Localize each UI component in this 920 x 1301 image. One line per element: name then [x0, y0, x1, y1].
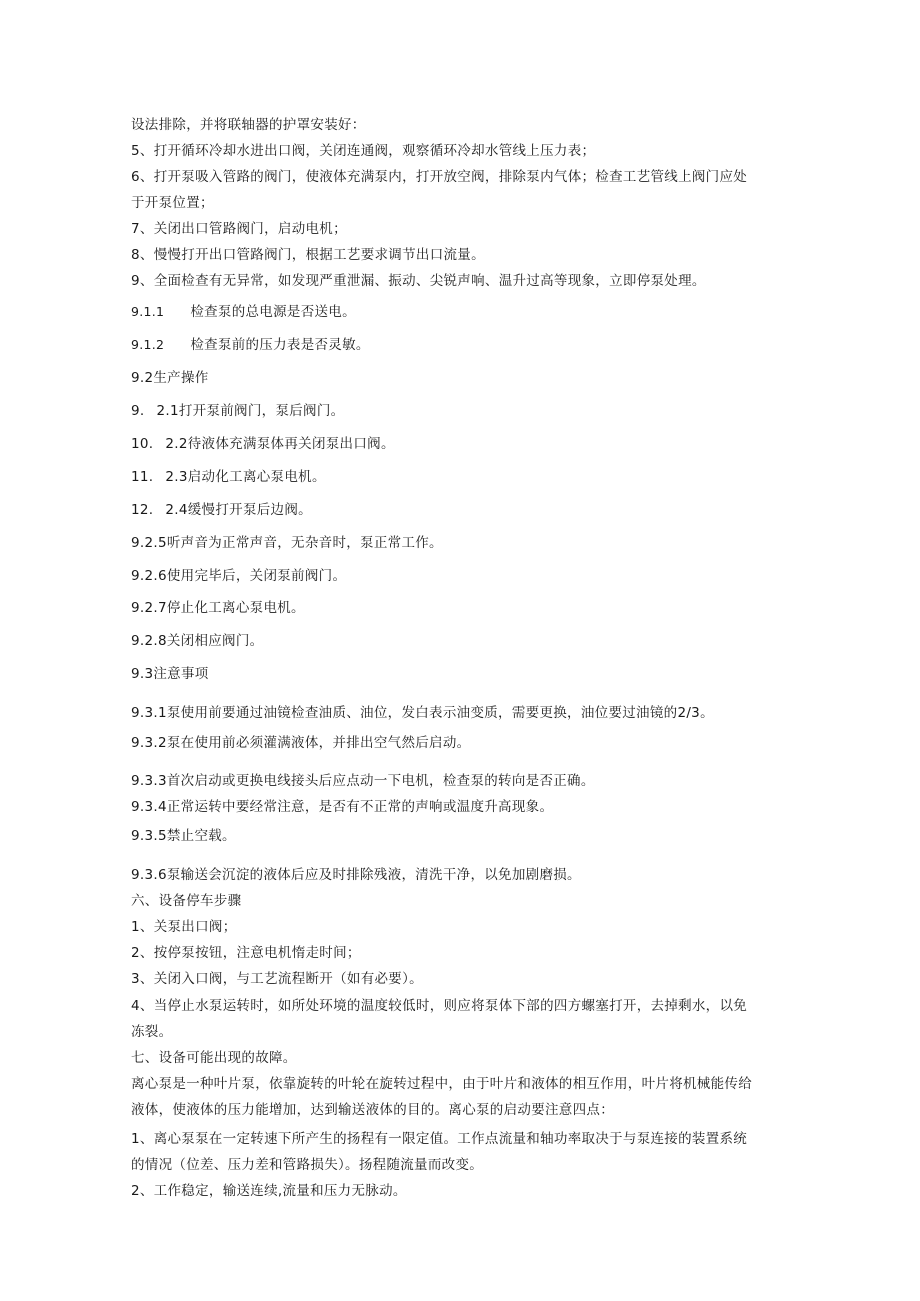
text-line: 9.2.6使用完毕后，关闭泵前阀门。	[131, 568, 347, 584]
op-sub: 2.4	[165, 502, 188, 518]
op-sub: 2.2	[165, 436, 188, 452]
text-line: 于开泵位置；	[131, 195, 214, 211]
text-line: 2、按停泵按钮，注意电机惰走时间；	[131, 945, 361, 961]
note-item: 9.3.2泵在使用前必须灌满液体，并排出空气然后启动。	[131, 735, 471, 751]
op-sub: 2.3	[165, 469, 188, 485]
text-line: 9.2.8关闭相应阀门。	[131, 633, 264, 649]
check-item	[131, 303, 801, 321]
op-text: 缓慢打开泵后边阀。	[187, 502, 312, 518]
section-heading: 七、设备可能出现的故障。	[131, 1050, 297, 1066]
text-line: 3、关闭入口阀，与工艺流程断开（如有必要）。	[131, 971, 423, 987]
text-line: 8、慢慢打开出口管路阀门，根据工艺要求调节出口流量。	[131, 247, 485, 263]
text-line: 9.2.7停止化工离心泵电机。	[131, 600, 305, 616]
op-number: 12.	[131, 502, 154, 518]
text-line: 7、关闭出口管路阀门，启动电机；	[131, 221, 347, 237]
op-item	[131, 468, 801, 486]
op-number: 10.	[131, 436, 154, 452]
check-text: 检查泵的总电源是否送电。	[190, 304, 356, 320]
note-item: 9.3.1泵使用前要通过油镜检查油质、油位，发白表示油变质，需要更换，油位要过油镜的2/3。	[131, 705, 714, 721]
op-item	[131, 402, 801, 420]
text-line: 6、打开泵吸入管路的阀门，使液体充满泵内，打开放空阀，排除泵内气体；检查工艺管线上阀门应处	[131, 169, 748, 185]
text-line: 冻裂。	[131, 1024, 173, 1040]
note-item: 9.3.4正常运转中要经常注意，是否有不正常的声响或温度升高现象。	[131, 799, 554, 815]
text-line: 液体，使液体的压力能增加，达到输送液体的目的。离心泵的启动要注意四点：	[131, 1102, 614, 1118]
op-text: 打开泵前阀门，泵后阀门。	[178, 403, 345, 419]
text-line: 5、打开循环冷却水进出口阀，关闭连通阀，观察循环冷却水管线上压力表；	[131, 143, 596, 159]
op-sub: 2.1	[156, 403, 179, 419]
text-line: 4、当停止水泵运转时，如所处环境的温度较低时，则应将泵体下部的四方螺塞打开，去掉剩水，以免	[131, 998, 748, 1014]
note-item: 9.3.5禁止空载。	[131, 828, 236, 844]
check-number: 9.1.1	[131, 304, 165, 319]
note-item: 9.3.3首次启动或更换电线接头后应点动一下电机，检查泵的转向是否正确。	[131, 773, 595, 789]
text-line: 1、关泵出口阀；	[131, 919, 237, 935]
text-line: 设法排除，并将联轴器的护罩安装好：	[131, 117, 366, 133]
section-heading: 9.2生产操作	[131, 370, 209, 386]
op-text: 启动化工离心泵电机。	[187, 469, 326, 485]
text-line: 的情况（位差、压力差和管路损失）。扬程随流量而改变。	[131, 1157, 484, 1173]
text-line: 2、工作稳定，输送连续,流量和压力无脉动。	[131, 1183, 407, 1199]
check-number: 9.1.2	[131, 337, 165, 352]
op-item	[131, 435, 801, 453]
op-number: 11.	[131, 469, 154, 485]
op-number: 9.	[131, 403, 145, 419]
text-line: 9.2.5听声音为正常声音，无杂音时，泵正常工作。	[131, 535, 443, 551]
check-text: 检查泵前的压力表是否灵敏。	[190, 337, 370, 353]
op-item	[131, 501, 801, 519]
section-heading: 9.3注意事项	[131, 666, 209, 682]
text-line: 1、离心泵泵在一定转速下所产生的扬程有一限定值。工作点流量和轴功率取决于与泵连接的装置系统	[131, 1131, 748, 1147]
check-item	[131, 336, 801, 354]
text-line: 9、全面检查有无异常，如发现严重泄漏、振动、尖锐声响、温升过高等现象，立即停泵处理。	[131, 273, 706, 289]
text-line: 离心泵是一种叶片泵，依靠旋转的叶轮在旋转过程中，由于叶片和液体的相互作用，叶片将机械能传给	[131, 1076, 752, 1092]
note-item: 9.3.6泵输送会沉淀的液体后应及时排除残液，清洗干净，以免加剧磨损。	[131, 867, 581, 883]
op-text: 待液体充满泵体再关闭泵出口阀。	[187, 436, 395, 452]
section-heading: 六、设备停车步骤	[131, 893, 242, 909]
